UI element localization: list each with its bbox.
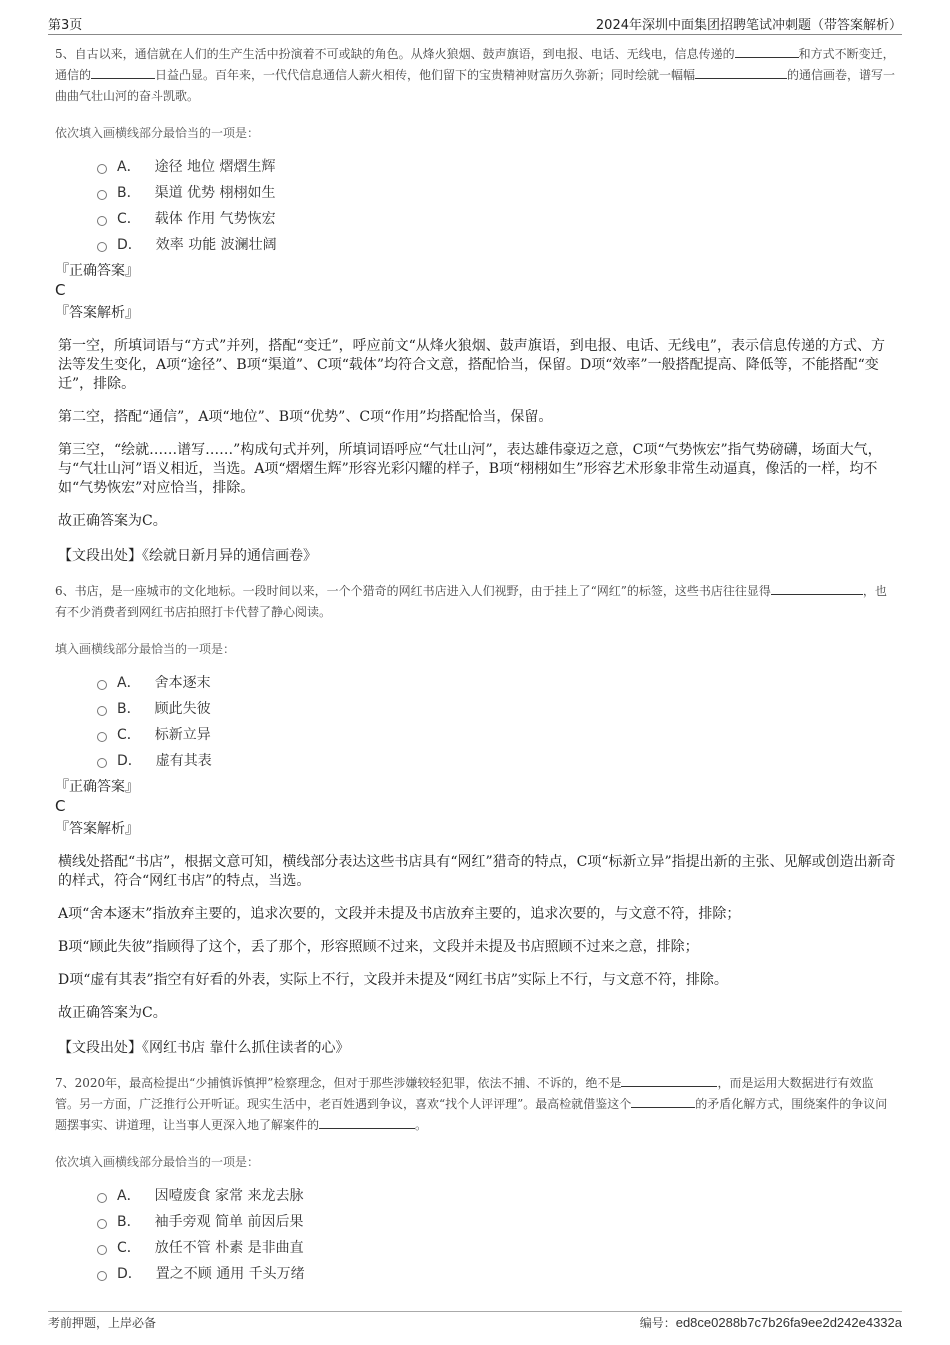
question-stem: 5、自古以来，通信就在人们的生产生活中扮演着不可或缺的角色。从烽火狼烟、鼓声旗语，到电报、电话、无线电，信息传递的 和方式不断变迁，通信的 日益凸显。百年来，一代代信息通信人薪火相传，他们留下的宝贵精神财富历久弥新；同时绘就一幅幅 的通信画卷，谱写一曲曲气壮山河的奋斗凯歌。	[55, 47, 896, 103]
blank	[735, 45, 799, 58]
analysis-paragraph: A项“舍本逐末”指放弃主要的，追求次要的，文段并未提及书店放弃主要的，追求次要的，与文意不符，排除；	[58, 906, 741, 922]
option-d[interactable]: D． 效率 功能 波澜壮阔	[97, 231, 897, 257]
blank	[91, 66, 155, 79]
option-a[interactable]: A． 舍本逐末	[97, 669, 897, 695]
question-7	[55, 1073, 897, 1286]
analysis-paragraph: D项“虚有其表”指空有好看的外表，实际上不行，文段并未提及“网红书店”实际上不行，与文意不符，排除。	[58, 972, 728, 988]
analysis-conclusion: 故正确答案为C。	[58, 513, 167, 529]
option-c[interactable]: C． 标新立异	[97, 721, 897, 747]
option-c[interactable]: C． 放任不管 朴素 是非曲直	[97, 1234, 897, 1260]
radio-icon[interactable]	[97, 706, 107, 716]
page-footer	[48, 1314, 902, 1334]
radio-icon[interactable]	[97, 1271, 107, 1281]
header-divider	[48, 34, 902, 35]
document-code: 编号：ed8ce0288b7c7b26fa9ee2d242e4332a	[639, 1315, 902, 1330]
radio-icon[interactable]	[97, 680, 107, 690]
question-stem: 7、2020年，最高检提出“少捕慎诉慎押”检察理念，但对于那些涉嫌较轻犯罪，依法不捕、不诉的，绝不是 ，而是运用大数据进行有效监管。另一方面，广泛推行公开听证。现实生活中，老百姓遇到争议，喜欢“找个人评评理”。最高检就借鉴这个 的矛盾化解方式，围绕案件的争议问题摆事实、讲道理，让当事人更深入地了解案件的 。	[55, 1076, 888, 1132]
radio-icon[interactable]	[97, 190, 107, 200]
analysis-conclusion: 故正确答案为C。	[58, 1005, 167, 1021]
option-a[interactable]: A． 因噎废食 家常 来龙去脉	[97, 1182, 897, 1208]
question-prompt: 依次填入画横线部分最恰当的一项是：	[55, 126, 260, 140]
options-list	[97, 153, 897, 257]
page-header	[48, 14, 902, 34]
radio-icon[interactable]	[97, 1219, 107, 1229]
option-d[interactable]: D． 虚有其表	[97, 747, 897, 773]
source-citation: 【文段出处】《网红书店 靠什么抓住读者的心》	[58, 1040, 350, 1056]
question-5	[55, 44, 897, 565]
content	[55, 44, 897, 1286]
question-6	[55, 581, 897, 1057]
option-b[interactable]: B． 渠道 优势 栩栩如生	[97, 179, 897, 205]
option-a[interactable]: A． 途径 地位 熠熠生辉	[97, 153, 897, 179]
radio-icon[interactable]	[97, 216, 107, 226]
radio-icon[interactable]	[97, 758, 107, 768]
analysis-label: 『答案解析』	[55, 305, 139, 321]
footer-slogan: 考前押题，上岸必备	[48, 1316, 157, 1330]
option-c[interactable]: C． 载体 作用 气势恢宏	[97, 205, 897, 231]
radio-icon[interactable]	[97, 164, 107, 174]
analysis-paragraph: 第二空，搭配“通信”，A项“地位”、B项“优势”、C项“作用”均搭配恰当，保留。	[58, 409, 553, 425]
correct-answer: C	[55, 281, 66, 299]
radio-icon[interactable]	[97, 1245, 107, 1255]
option-d[interactable]: D． 置之不顾 通用 千头万绪	[97, 1260, 897, 1286]
correct-answer: C	[55, 797, 66, 815]
options-list	[97, 669, 897, 773]
radio-icon[interactable]	[97, 1193, 107, 1203]
blank	[621, 1074, 717, 1087]
question-prompt: 填入画横线部分最恰当的一项是：	[55, 642, 236, 656]
options-list	[97, 1182, 897, 1286]
analysis-paragraph: 第一空，所填词语与“方式”并列，搭配“变迁”，呼应前文“从烽火狼烟、鼓声旗语，到电报、电话、无线电”，表示信息传递的方式、方法等发生变化，A项“途径”、B项“渠道”、C项“载体”均符合文意，搭配恰当，保留。D项“效率”一般搭配提高、降低等，不能搭配“变迁”，排除。	[58, 338, 885, 392]
answer-label: 『正确答案』	[55, 263, 139, 279]
question-prompt: 依次填入画横线部分最恰当的一项是：	[55, 1155, 260, 1169]
question-stem: 6、书店，是一座城市的文化地标。一段时间以来，一个个猎奇的网红书店进入人们视野，由于挂上了“网红”的标签，这些书店往往显得 ，也有不少消费者到网红书店拍照打卡代替了静心阅读。	[55, 584, 887, 619]
analysis-label: 『答案解析』	[55, 821, 139, 837]
page-number: 第3页	[48, 18, 83, 33]
blank	[695, 66, 787, 79]
analysis-paragraph: 横线处搭配“书店”，根据文意可知，横线部分表达这些书店具有“网红”猎奇的特点，C项“标新立异”指提出新的主张、见解或创造出新奇的样式，符合“网红书店”的特点，当选。	[58, 854, 896, 889]
blank	[771, 582, 863, 595]
blank	[631, 1095, 695, 1108]
radio-icon[interactable]	[97, 242, 107, 252]
answer-label: 『正确答案』	[55, 779, 139, 795]
option-b[interactable]: B． 顾此失彼	[97, 695, 897, 721]
source-citation: 【文段出处】《绘就日新月异的通信画卷》	[58, 548, 317, 564]
analysis-paragraph: B项“顾此失彼”指顾得了这个，丢了那个，形容照顾不过来，文段并未提及书店照顾不过来之意，排除；	[58, 939, 699, 955]
footer-divider	[48, 1311, 902, 1312]
analysis-paragraph: 第三空，“绘就……谱写……”构成句式并列，所填词语呼应“气壮山河”，表达雄伟豪迈之意，C项“气势恢宏”指气势磅礴，场面大气，与“气壮山河”语义相近，当选。A项“熠熠生辉”形容光彩闪耀的样子，B项“栩栩如生”形容艺术形象非常生动逼真，像活的一样，均不如“气势恢宏”对应恰当，排除。	[58, 442, 882, 496]
document-title: 2024年深圳中面集团招聘笔试冲刺题（带答案解析）	[595, 18, 902, 33]
blank	[319, 1116, 415, 1129]
radio-icon[interactable]	[97, 732, 107, 742]
option-b[interactable]: B． 袖手旁观 简单 前因后果	[97, 1208, 897, 1234]
